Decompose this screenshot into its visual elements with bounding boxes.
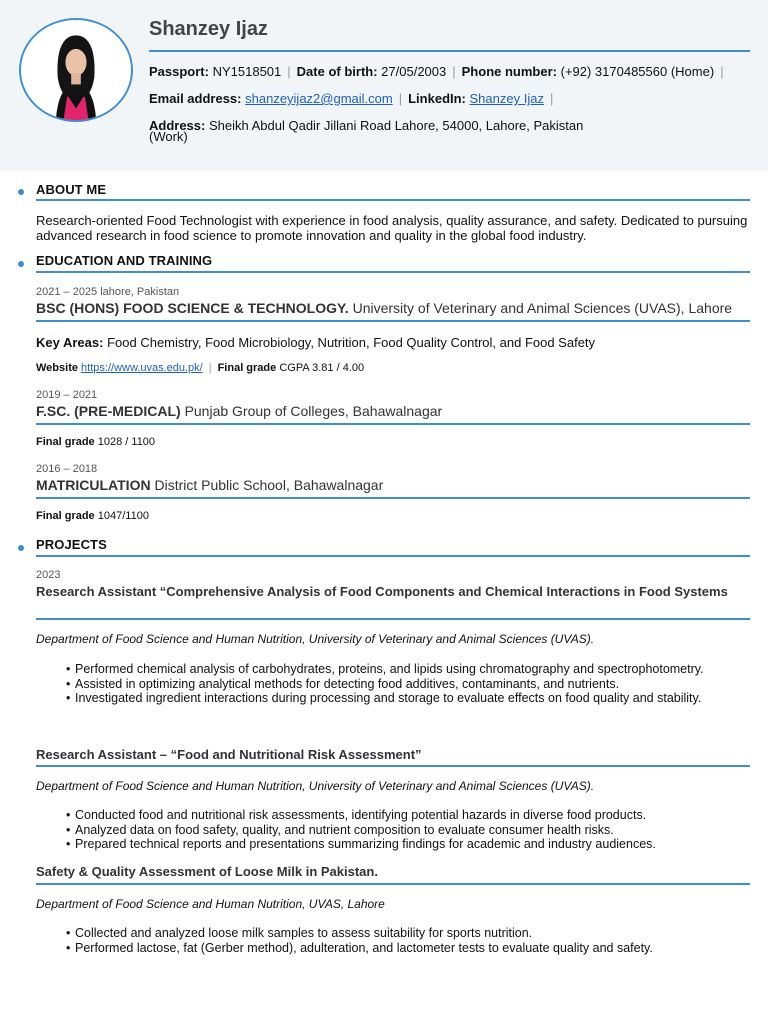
website-link[interactable]: https://www.uvas.edu.pk/	[81, 362, 203, 374]
education-heading: EDUCATION AND TRAINING	[36, 253, 213, 268]
list-item: • Analyzed data on food safety, quality, and nutrient composition to evaluate consumer health risks.	[66, 823, 750, 838]
grade-row	[36, 436, 155, 448]
entry-divider	[36, 883, 750, 885]
list-item: • Collected and analyzed loose milk samples to assess suitability for sports nutrition.	[66, 926, 750, 941]
project-department: Department of Food Science and Human Nutrition, UVAS, Lahore	[36, 897, 385, 911]
project-bullets	[66, 808, 750, 852]
section-bullet	[18, 261, 24, 267]
personal-info-row-2	[149, 91, 559, 106]
list-item: • Prepared technical reports and presentations summarizing findings for academic and industry audiences.	[66, 837, 750, 852]
projects-heading: PROJECTS	[36, 537, 107, 552]
list-item: • Performed chemical analysis of carbohydrates, proteins, and lipids using chromatography and spectrophotometry.	[66, 662, 750, 677]
passport-value: NY1518501	[212, 64, 282, 79]
education-title	[36, 300, 750, 316]
applicant-name: Shanzey Ijaz	[149, 18, 268, 40]
profile-photo	[19, 18, 133, 122]
email-label: Email address:	[149, 91, 242, 106]
about-text: Research-oriented Food Technologist with experience in food analysis, quality assurance, and safety. Dedicated to pursuing advanced research in food science to promote innovation and quality in the global food industry.	[36, 213, 748, 243]
degree-name: BSC (HONS) FOOD SCIENCE & TECHNOLOGY.	[36, 300, 349, 316]
education-title	[36, 403, 750, 419]
section-divider	[36, 555, 750, 557]
institution-name: University of Veterinary and Animal Sciences (UVAS), Lahore	[352, 300, 733, 316]
linkedin-link[interactable]: Shanzey Ijaz	[469, 91, 544, 106]
about-heading: ABOUT ME	[36, 182, 107, 197]
separator: |	[398, 91, 403, 106]
grade-value: 1028 / 1100	[97, 436, 156, 448]
list-item: • Performed lactose, fat (Gerber method), adulteration, and lactometer tests to evaluate quality and safety.	[66, 941, 750, 956]
key-areas-label: Key Areas:	[36, 335, 104, 350]
separator: |	[549, 91, 554, 106]
passport-label: Passport:	[149, 64, 209, 79]
section-bullet	[18, 545, 24, 551]
address-label: Address:	[149, 118, 206, 133]
section-divider	[36, 271, 750, 273]
phone-label: Phone number:	[461, 64, 557, 79]
education-date: 2021 – 2025 lahore, Pakistan	[36, 286, 180, 298]
list-item: • Investigated ingredient interactions during processing and storage to evaluate effects on food quality and stability.	[66, 691, 750, 706]
grade-label: Final grade	[36, 436, 95, 448]
project-bullets	[66, 662, 750, 706]
profile-header	[0, 0, 768, 171]
entry-divider	[36, 618, 750, 620]
project-department: Department of Food Science and Human Nutrition, University of Veterinary and Animal Sciences (UVAS).	[36, 632, 595, 646]
entry-divider	[36, 423, 750, 425]
website-grade-row	[36, 362, 364, 374]
section-divider	[36, 199, 750, 201]
email-link[interactable]: shanzeyijaz2@gmail.com	[245, 91, 393, 106]
degree-name: MATRICULATION	[36, 477, 151, 493]
institution-name: District Public School, Bahawalnagar	[154, 477, 384, 493]
grade-label: Final grade	[36, 510, 95, 522]
list-item: • Conducted food and nutritional risk assessments, identifying potential hazards in diverse food products.	[66, 808, 750, 823]
separator: |	[208, 362, 212, 374]
education-date: 2016 – 2018	[36, 463, 98, 475]
entry-divider	[36, 320, 750, 322]
key-areas	[36, 335, 750, 350]
personal-info-row-1	[149, 64, 730, 79]
entry-divider	[36, 765, 750, 767]
project-title: Research Assistant – “Food and Nutritional Risk Assessment”	[36, 747, 422, 762]
project-title: Safety & Quality Assessment of Loose Milk in Pakistan.	[36, 864, 378, 879]
website-label: Website	[36, 362, 78, 374]
project-department: Department of Food Science and Human Nutrition, University of Veterinary and Animal Sciences (UVAS).	[36, 779, 595, 793]
grade-label: Final grade	[217, 362, 277, 374]
education-date: 2019 – 2021	[36, 389, 98, 401]
entry-divider	[36, 497, 750, 499]
grade-row	[36, 510, 149, 522]
project-bullets	[66, 926, 750, 955]
phone-value: (+92) 3170485560 (Home)	[560, 64, 715, 79]
key-areas-value: Food Chemistry, Food Microbiology, Nutrition, Food Quality Control, and Food Safety	[107, 335, 596, 350]
project-title: Research Assistant “Comprehensive Analysis of Food Components and Chemical Interactions in Food Systems	[36, 584, 728, 599]
separator: |	[720, 64, 724, 79]
dob-label: Date of birth:	[296, 64, 378, 79]
education-title	[36, 477, 750, 493]
degree-name: F.SC. (PRE-MEDICAL)	[36, 403, 181, 419]
address-value: Sheikh Abdul Qadir Jillani Road Lahore, 54000, Lahore, Pakistan	[208, 118, 584, 133]
grade-value: 1047/1100	[97, 510, 149, 522]
section-bullet	[18, 189, 24, 195]
list-item: • Assisted in optimizing analytical methods for detecting food additives, contaminants, and nutrients.	[66, 677, 750, 692]
name-divider	[149, 50, 750, 52]
project-date: 2023	[36, 569, 61, 581]
address-type: (Work)	[149, 129, 188, 144]
institution-name: Punjab Group of Colleges, Bahawalnagar	[184, 403, 443, 419]
grade-value: CGPA 3.81 / 4.00	[279, 362, 365, 374]
separator: |	[452, 64, 456, 79]
profile-photo-illustration	[21, 20, 131, 120]
linkedin-label: LinkedIn:	[408, 91, 466, 106]
address-row	[149, 118, 583, 133]
dob-value: 27/05/2003	[381, 64, 447, 79]
separator: |	[287, 64, 291, 79]
